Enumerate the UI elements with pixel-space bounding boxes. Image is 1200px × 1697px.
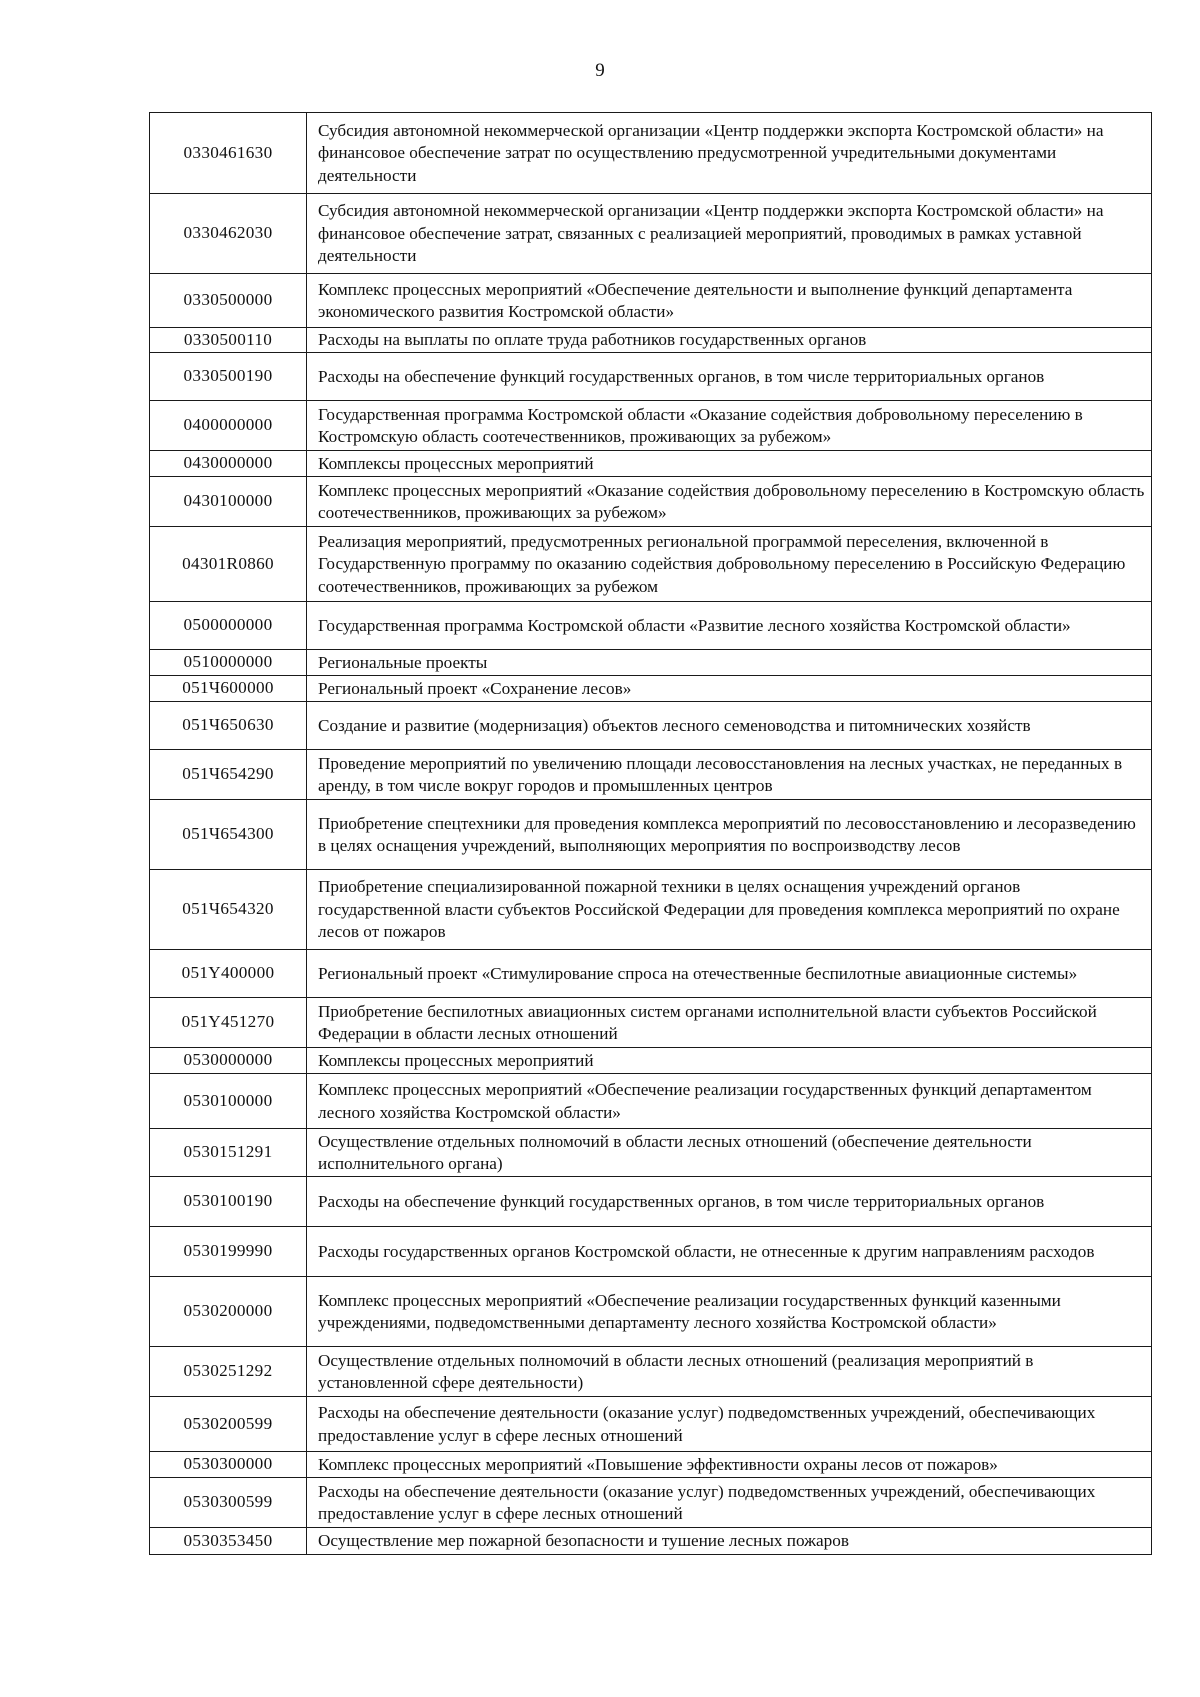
code-cell: 0430100000: [150, 477, 307, 527]
table-row: [150, 870, 1152, 950]
table-row: [150, 113, 1152, 194]
description-cell: Расходы на обеспечение деятельности (оказание услуг) подведомственных учреждений, обеспечивающих предоставление услуг в сфере лесных отношений: [307, 1397, 1152, 1452]
table-row: [150, 451, 1152, 477]
code-cell: 0500000000: [150, 602, 307, 650]
code-cell: 0530151291: [150, 1129, 307, 1177]
code-cell: 0530200000: [150, 1277, 307, 1347]
description-cell: Реализация мероприятий, предусмотренных региональной программой переселения, включенной в Государственную программу по оказанию содействия добровольному переселению в Российскую Федерацию соотечественников, проживающих за рубежом: [307, 527, 1152, 602]
code-cell: 0530300599: [150, 1478, 307, 1528]
code-cell: 0530251292: [150, 1347, 307, 1397]
description-cell: Региональные проекты: [307, 650, 1152, 676]
table-row: [150, 998, 1152, 1048]
code-cell: 0530300000: [150, 1452, 307, 1478]
page-number: 9: [595, 60, 605, 81]
table-row: [150, 477, 1152, 527]
description-cell: Комплексы процессных мероприятий: [307, 1048, 1152, 1074]
table-row: [150, 353, 1152, 401]
description-cell: Осуществление мер пожарной безопасности и тушение лесных пожаров: [307, 1528, 1152, 1555]
table-row: [150, 602, 1152, 650]
table-row: [150, 1528, 1152, 1555]
description-cell: Проведение мероприятий по увеличению площади лесовосстановления на лесных участках, не переданных в аренду, в том числе вокруг городов и промышленных центров: [307, 750, 1152, 800]
description-cell: Государственная программа Костромской области «Оказание содействия добровольному переселению в Костромскую область соотечественников, проживающих за рубежом»: [307, 401, 1152, 451]
code-cell: 051Ч654320: [150, 870, 307, 950]
description-cell: Осуществление отдельных полномочий в области лесных отношений (обеспечение деятельности исполнительного органа): [307, 1129, 1152, 1177]
code-cell: 0530100190: [150, 1177, 307, 1227]
table-row: [150, 1452, 1152, 1478]
code-cell: 0330461630: [150, 113, 307, 194]
description-cell: Субсидия автономной некоммерческой организации «Центр поддержки экспорта Костромской области» на финансовое обеспечение затрат по осуществлению предусмотренной учредительными документами деятельности: [307, 113, 1152, 194]
code-cell: 0330500190: [150, 353, 307, 401]
table-row: [150, 1277, 1152, 1347]
code-cell: 0430000000: [150, 451, 307, 477]
description-cell: Комплекс процессных мероприятий «Обеспечение реализации государственных функций департаментом лесного хозяйства Костромской области»: [307, 1074, 1152, 1129]
table-row: [150, 527, 1152, 602]
description-cell: Приобретение спецтехники для проведения комплекса мероприятий по лесовосстановлению и лесоразведению в целях оснащения учреждений, выполняющих мероприятия по воспроизводству лесов: [307, 800, 1152, 870]
table-row: [150, 1074, 1152, 1129]
code-cell: 04301R0860: [150, 527, 307, 602]
code-cell: 051Ч654290: [150, 750, 307, 800]
code-cell: 051Y400000: [150, 950, 307, 998]
code-cell: 0530199990: [150, 1227, 307, 1277]
table-row: [150, 650, 1152, 676]
code-cell: 0530353450: [150, 1528, 307, 1555]
description-cell: Расходы на обеспечение деятельности (оказание услуг) подведомственных учреждений, обеспечивающих предоставление услуг в сфере лесных отношений: [307, 1478, 1152, 1528]
table-row: [150, 328, 1152, 353]
description-cell: Приобретение беспилотных авиационных систем органами исполнительной власти субъектов Российской Федерации в области лесных отношений: [307, 998, 1152, 1048]
description-cell: Комплекс процессных мероприятий «Обеспечение деятельности и выполнение функций департамента экономического развития Костромской области»: [307, 274, 1152, 328]
description-cell: Субсидия автономной некоммерческой организации «Центр поддержки экспорта Костромской области» на финансовое обеспечение затрат, связанных с реализацией мероприятий, проводимых в рамках уставной деятельности: [307, 194, 1152, 274]
code-cell: 0400000000: [150, 401, 307, 451]
description-cell: Расходы на обеспечение функций государственных органов, в том числе территориальных органов: [307, 353, 1152, 401]
table-row: [150, 800, 1152, 870]
description-cell: Создание и развитие (модернизация) объектов лесного семеноводства и питомнических хозяйств: [307, 702, 1152, 750]
table-row: [150, 1227, 1152, 1277]
code-cell: 051Ч600000: [150, 676, 307, 702]
table-row: [150, 194, 1152, 274]
table-row: [150, 401, 1152, 451]
code-cell: 051Ч654300: [150, 800, 307, 870]
table-row: [150, 1478, 1152, 1528]
description-cell: Комплексы процессных мероприятий: [307, 451, 1152, 477]
description-cell: Осуществление отдельных полномочий в области лесных отношений (реализация мероприятий в установленной сфере деятельности): [307, 1347, 1152, 1397]
code-cell: 051Ч650630: [150, 702, 307, 750]
table-row: [150, 750, 1152, 800]
code-cell: 0330500110: [150, 328, 307, 353]
table-row: [150, 1048, 1152, 1074]
description-cell: Расходы государственных органов Костромской области, не отнесенные к другим направлениям расходов: [307, 1227, 1152, 1277]
table-row: [150, 1129, 1152, 1177]
table-row: [150, 676, 1152, 702]
table-row: [150, 1177, 1152, 1227]
code-cell: 0530200599: [150, 1397, 307, 1452]
code-cell: 0330500000: [150, 274, 307, 328]
description-cell: Комплекс процессных мероприятий «Обеспечение реализации государственных функций казенными учреждениями, подведомственными департаменту лесного хозяйства Костромской области»: [307, 1277, 1152, 1347]
table-row: [150, 1397, 1152, 1452]
table-row: [150, 950, 1152, 998]
table-row: [150, 1347, 1152, 1397]
code-cell: 0530100000: [150, 1074, 307, 1129]
table-row: [150, 702, 1152, 750]
code-cell: 0530000000: [150, 1048, 307, 1074]
code-cell: 0330462030: [150, 194, 307, 274]
description-cell: Комплекс процессных мероприятий «Повышение эффективности охраны лесов от пожаров»: [307, 1452, 1152, 1478]
code-cell: 0510000000: [150, 650, 307, 676]
code-cell: 051Y451270: [150, 998, 307, 1048]
table-row: [150, 274, 1152, 328]
description-cell: Расходы на обеспечение функций государственных органов, в том числе территориальных органов: [307, 1177, 1152, 1227]
description-cell: Приобретение специализированной пожарной техники в целях оснащения учреждений органов государственной власти субъектов Российской Федерации для проведения комплекса мероприятий по охране лесов от пожаров: [307, 870, 1152, 950]
description-cell: Расходы на выплаты по оплате труда работников государственных органов: [307, 328, 1152, 353]
description-cell: Комплекс процессных мероприятий «Оказание содействия добровольному переселению в Костромскую область соотечественников, проживающих за рубежом»: [307, 477, 1152, 527]
classification-table: [149, 112, 1152, 1555]
description-cell: Региональный проект «Сохранение лесов»: [307, 676, 1152, 702]
description-cell: Государственная программа Костромской области «Развитие лесного хозяйства Костромской области»: [307, 602, 1152, 650]
description-cell: Региональный проект «Стимулирование спроса на отечественные беспилотные авиационные системы»: [307, 950, 1152, 998]
